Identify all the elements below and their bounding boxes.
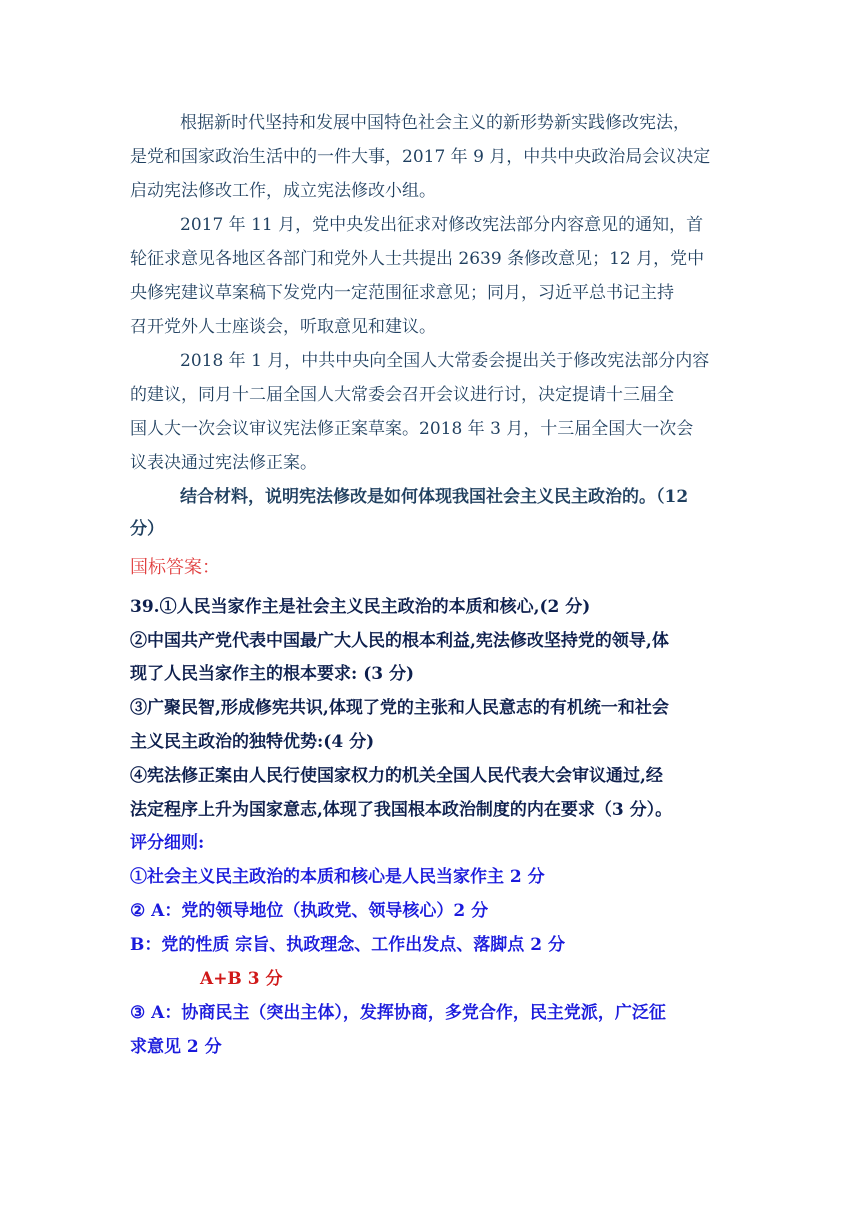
scoring-rule3a-line1: ③ A：协商民主（突出主体），发挥协商，多党合作，民主党派，广泛征 bbox=[130, 1003, 666, 1023]
material-para1-line2: 是党和国家政治生活中的一件大事，2017 年 9 月，中共中央政治局会议决定 bbox=[130, 147, 711, 167]
scoring-label: 评分细则: bbox=[130, 833, 205, 853]
answer-line7: 法定程序上升为国家意志,体现了我国根本政治制度的内在要求（3 分）。 bbox=[130, 800, 673, 820]
material-para1-line1: 根据新时代坚持和发展中国特色社会主义的新形势新实践修改宪法， bbox=[180, 113, 690, 133]
scoring-rule3a-line2: 求意见 2 分 bbox=[130, 1037, 222, 1057]
answer-line6: ④宪法修正案由人民行使国家权力的机关全国人民代表大会审议通过,经 bbox=[130, 766, 663, 786]
answer-line1: 39.①人民当家作主是社会主义民主政治的本质和核心,(2 分) bbox=[130, 597, 591, 617]
answer-label: 国标答案： bbox=[130, 557, 220, 578]
material-para3-line1: 2018 年 1 月，中共中央向全国人大常委会提出关于修改宪法部分内容 bbox=[180, 351, 710, 371]
material-para2-line4: 召开党外人士座谈会，听取意见和建议。 bbox=[130, 317, 436, 337]
answer-line2: ②中国共产党代表中国最广大人民的根本利益,宪法修改坚持党的领导,体 bbox=[130, 631, 669, 651]
scoring-rule2a: ② A：党的领导地位（执政党、领导核心）2 分 bbox=[130, 901, 489, 921]
material-para2-line3: 央修宪建议草案稿下发党内一定范围征求意见；同月，习近平总书记主持 bbox=[130, 283, 674, 303]
scoring-rule2b: B：党的性质 宗旨、执政理念、工作出发点、落脚点 2 分 bbox=[130, 935, 565, 955]
scoring-rule2sum: A+B 3 分 bbox=[200, 969, 283, 989]
question-line1: 结合材料，说明宪法修改是如何体现我国社会主义民主政治的。（12 bbox=[180, 487, 689, 507]
material-para2-line2: 轮征求意见各地区各部门和党外人士共提出 2639 条修改意见；12 月，党中 bbox=[130, 249, 705, 269]
material-para3-line2: 的建议，同月十二届全国人大常委会召开会议进行讨，决定提请十三届全 bbox=[130, 385, 674, 405]
scoring-rule1: ①社会主义民主政治的本质和核心是人民当家作主 2 分 bbox=[130, 867, 545, 887]
material-para3-line3: 国人大一次会议审议宪法修正案草案。2018 年 3 月，十三届全国大一次会 bbox=[130, 419, 694, 439]
answer-line5: 主义民主政治的独特优势:(4 分) bbox=[130, 732, 375, 752]
answer-line4: ③广聚民智,形成修宪共识,体现了党的主张和人民意志的有机统一和社会 bbox=[130, 698, 669, 718]
material-para1-line3: 启动宪法修改工作，成立宪法修改小组。 bbox=[130, 181, 436, 201]
question-line2: 分） bbox=[130, 519, 164, 539]
material-para3-line4: 议表决通过宪法修正案。 bbox=[130, 453, 317, 473]
material-para2-line1: 2017 年 11 月，党中央发出征求对修改宪法部分内容意见的通知，首 bbox=[180, 215, 704, 235]
answer-line3: 现了人民当家作主的根本要求: (3 分) bbox=[130, 664, 415, 684]
